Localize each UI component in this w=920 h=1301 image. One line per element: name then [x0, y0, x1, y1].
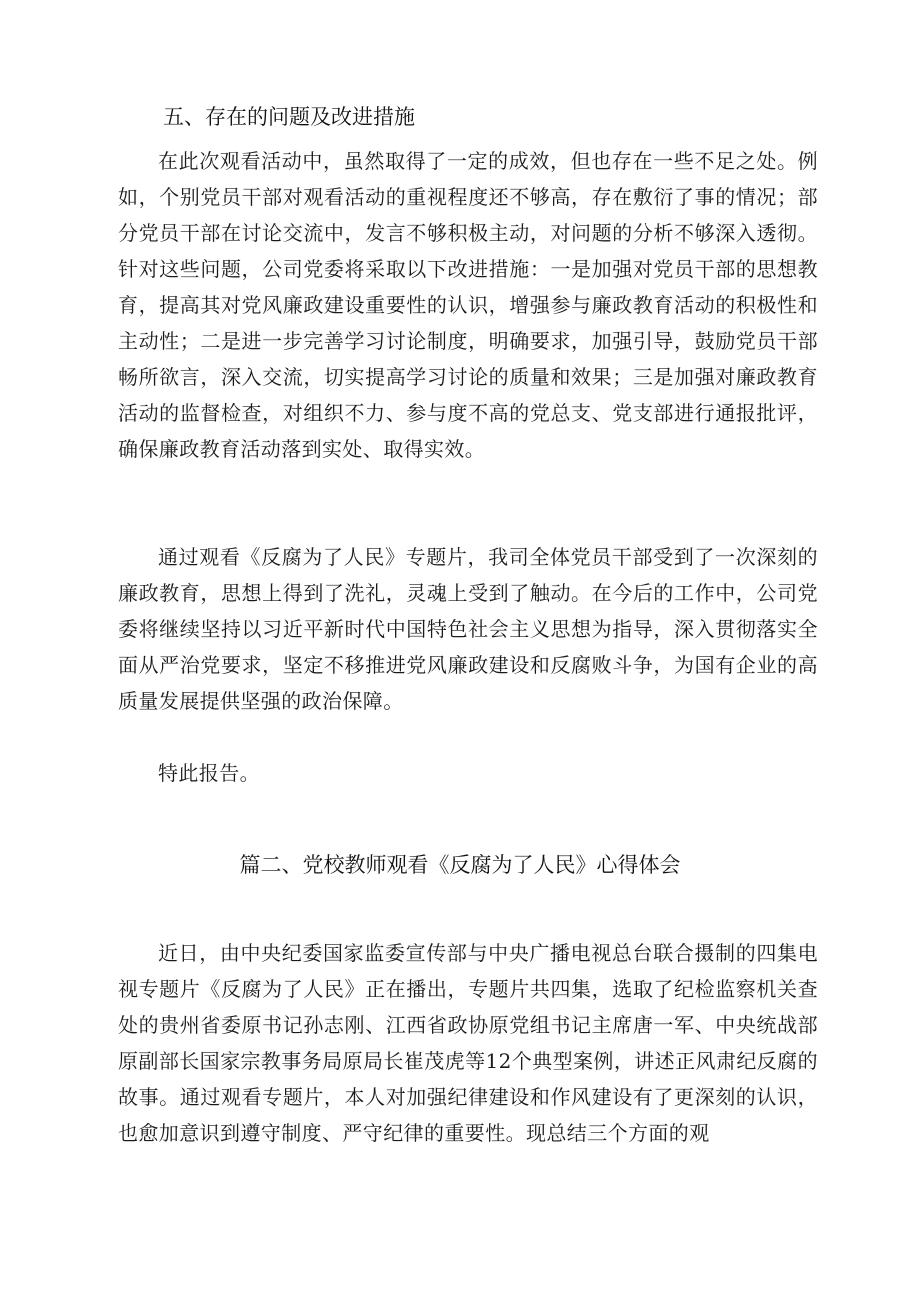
section-heading: 五、存在的问题及改进措施 — [163, 105, 415, 129]
paragraph-article-intro: 近日，由中央纪委国家监委宣传部与中央广播电视总台联合摄制的四集电视专题片《反腐为了人民》正在播出，专题片共四集，选取了纪检监察机关查处的贵州省委原书记孙志刚、江西省政协原党组书记主席唐一军、中央统战部原副部长国家宗教事务局原局长崔茂虎等12个典型案例，讲述正风肃纪反腐的故事。通过观看专题片，本人对加强纪律建设和作风建设有了更深刻的认识，也愈加意识到遵守制度、严守纪律的重要性。现总结三个方面的观 — [118, 941, 818, 1145]
article-title: 篇二、党校教师观看《反腐为了人民》心得体会 — [239, 853, 681, 877]
paragraph-problems: 在此次观看活动中，虽然取得了一定的成效，但也存在一些不足之处。例如，个别党员干部对观看活动的重视程度还不够高，存在敷衍了事的情况；部分党员干部在讨论交流中，发言不够积极主动，对问题的分析不够深入透彻。针对这些问题，公司党委将采取以下改进措施：一是加强对党员干部的思想教育，提高其对党风廉政建设重要性的认识，增强参与廉政教育活动的积极性和主动性；二是进一步完善学习讨论制度，明确要求，加强引导，鼓励党员干部畅所欲言，深入交流，切实提高学习讨论的质量和效果；三是加强对廉政教育活动的监督检查，对组织不力、参与度不高的党总支、党支部进行通报批评，确保廉政教育活动落到实处、取得实效。 — [118, 149, 818, 461]
paragraph-closing: 特此报告。 — [158, 761, 260, 785]
paragraph-conclusion: 通过观看《反腐为了人民》专题片，我司全体党员干部受到了一次深刻的廉政教育，思想上得到了洗礼，灵魂上受到了触动。在今后的工作中，公司党委将继续坚持以习近平新时代中国特色社会主义思想为指导，深入贯彻落实全面从严治党要求，坚定不移推进党风廉政建设和反腐败斗争，为国有企业的高质量发展提供坚强的政治保障。 — [118, 545, 818, 713]
